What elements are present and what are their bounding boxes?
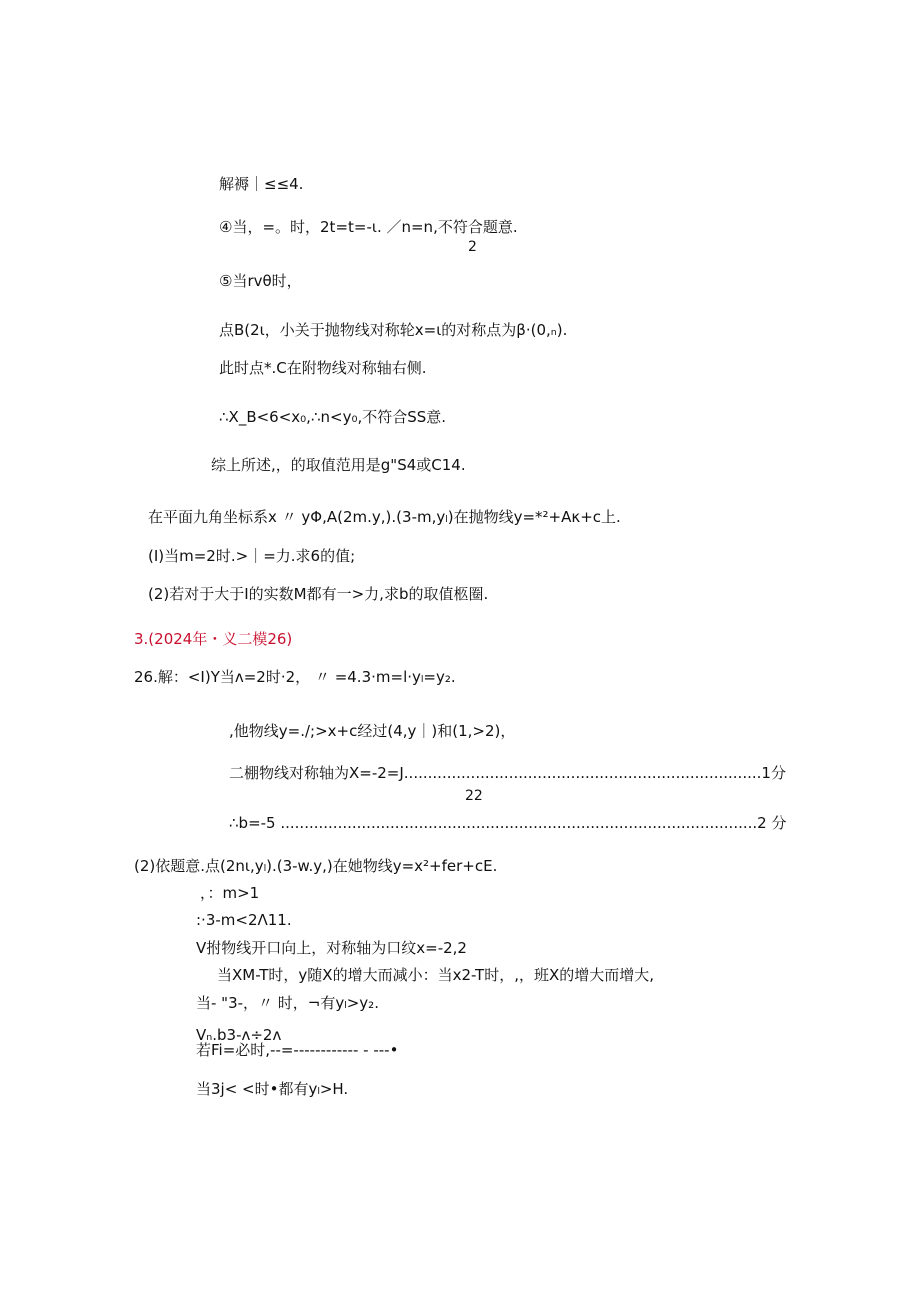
text-line: ⑤当rvθ时， — [219, 272, 302, 290]
text-line: ④当，=。时，2t=t=-ι. ／n=n,不符合题意. — [219, 218, 518, 236]
text-line: 22 — [465, 788, 483, 804]
text-line: 点B(2ι，小关于抛物线对称轮x=ι的对称点为β·(0,ₙ). — [219, 321, 568, 339]
text-line: ,他物线y=./;>x+c经过(4,y｜)和(1,>2)， — [229, 722, 516, 740]
text-line: 当3j< <时•都有yₗ>H. — [196, 1080, 349, 1098]
text-line: (2)依题意.点(2nι,yₗ).(3-w.y,)在她物线y=x²+fer+cE. — [134, 857, 498, 875]
text-line: 此时点*.C在附物线对称轴右侧. — [219, 359, 427, 377]
text-line: ∴b=-5 ....................................................................................................2 分 — [229, 814, 787, 832]
problem-part-2: (2)若对于大于I的实数M都有一>力,求b的取值柩圈. — [148, 585, 489, 603]
text-line: ，：m>1 — [200, 884, 260, 902]
problem-part-1: (I)当m=2时.>｜=力.求6的值; — [148, 547, 356, 565]
problem-statement: 在平面九角坐标系x 〃 yΦ,A(2m.y,).(3-m,yₗ)在抛物线y=*²+Aκ+c上. — [148, 508, 621, 526]
text-line: 二棚物线对称轴为X=-2=J...........................................................................1分 — [229, 764, 786, 782]
text-line: ∴X_B<6<x₀,∴n<y₀,不符合SS意. — [219, 408, 447, 426]
text-line: 2 — [468, 239, 477, 255]
text-line: 当XM-T时，y随X的增大而减小：当x2-T时，,，班X的增大而增大, — [217, 966, 655, 984]
text-line: :·3-m<2Λ11. — [196, 911, 292, 929]
text-line: 当- "3-，〃 时，¬有yₗ>y₂. — [196, 994, 379, 1012]
section-heading: 3.(2024年・义二模26) — [134, 630, 293, 648]
text-line: 若Fi=必时,--=------------ - ---• — [196, 1041, 399, 1059]
text-line: 综上所述,，的取值范用是g"S4或C14. — [211, 456, 466, 474]
text-line: 26.解：<I)Y当ᴧ=2时·2， 〃 =4.3·m=l·yₗ=y₂. — [134, 668, 456, 686]
text-line: V拊物线开口向上，对称轴为口纹x=-2,2 — [196, 939, 467, 957]
text-line: Vₙ.b3-ᴧ÷2ᴧ — [196, 1026, 282, 1044]
text-line: 解褥｜≤≤4. — [219, 175, 304, 193]
